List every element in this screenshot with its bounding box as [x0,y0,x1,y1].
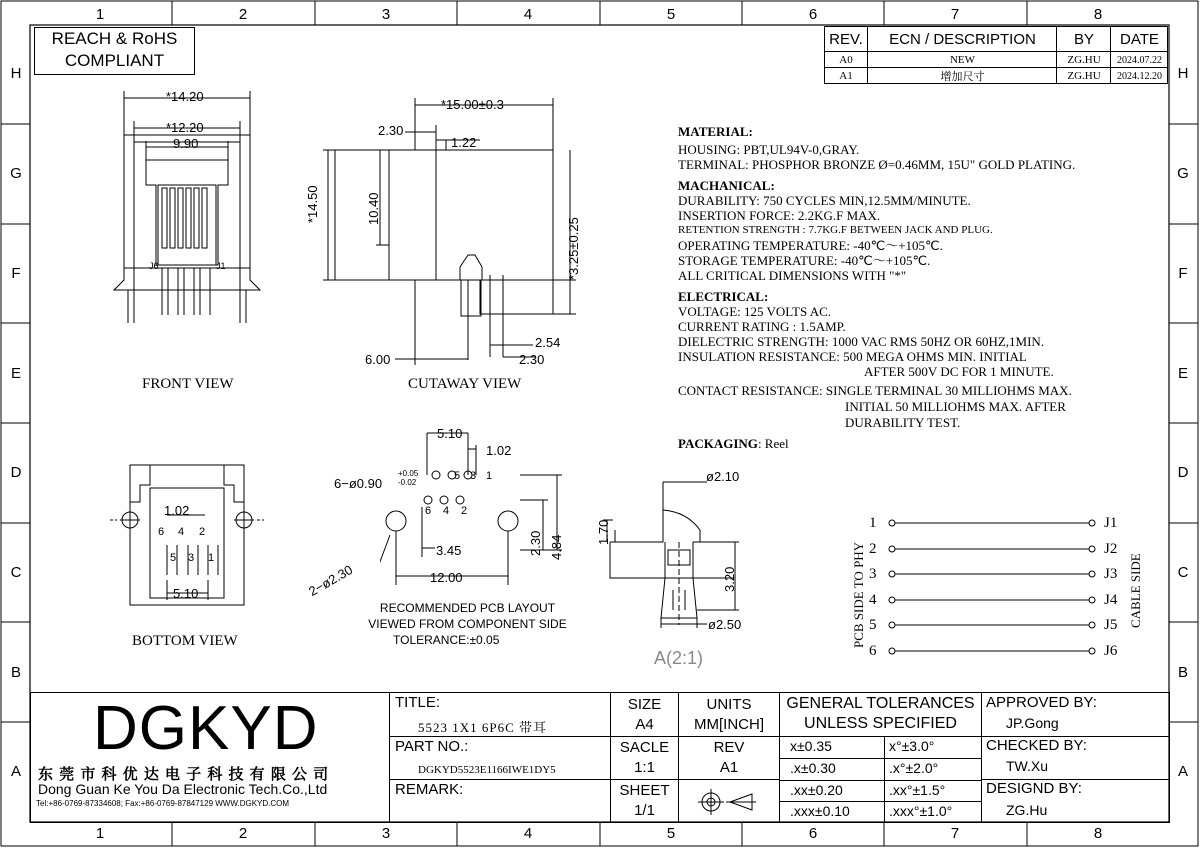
size-value: A4 [635,715,654,733]
zone-row-c-right: C [1177,564,1189,581]
bot-dim-102: 1.02 [164,503,190,518]
wire-right-j4: J4 [1104,592,1118,608]
rev-row-2-desc: 增加尺寸 [940,71,985,83]
electrical-line-7: INITIAL 50 MILLIOHMS MAX. AFTER [845,399,1066,414]
zone-row-g-right: G [1177,165,1189,182]
bot-pin-1: 1 [208,552,215,564]
part-no-value: DGKYD5523E1166IWE1DY5 [418,764,556,776]
zone-row-d-right: D [1177,464,1189,481]
pcb-pin-5: 5 [454,470,461,482]
zone-col-5-bottom: 5 [666,825,676,842]
date-header: DATE [1120,30,1159,48]
rev-row-1-rev: A0 [839,54,853,66]
size-label: SIZE [627,695,662,713]
electrical-heading: ELECTRICAL: [678,289,769,304]
scale-label: SACLE [619,738,670,756]
company-name-cn: 东 莞 市 科 优 达 电 子 科 技 有 限 公 司 [38,766,330,783]
zone-row-e-right: E [1177,365,1188,382]
front-dim-1420: *14.20 [166,89,204,104]
zone-col-1-bottom: 1 [95,825,105,842]
electrical-line-1: VOLTAGE: 125 VOLTS AC. [678,304,832,319]
tol-angle-4: .xxx°±1.0° [889,803,953,819]
zone-col-4-bottom: 4 [523,825,533,842]
zone-row-e: E [10,365,21,382]
wire-right-j1: J1 [1104,515,1118,531]
units-value: MM[INCH] [694,715,764,733]
cut-dim-230b: 2.30 [519,352,545,367]
tol-angle-3: .xx°±1.5° [889,782,946,798]
material-line-2: TERMINAL: PHOSPHOR BRONZE Ø=0.46MM, 15U" GOLD PLATING. [678,157,1076,172]
zone-col-3: 3 [381,6,391,23]
rev-row-2-by: ZG.HU [1067,70,1101,82]
packaging-heading: PACKAGING [678,436,758,451]
pcb-dim-holes: 6−ø0.90 [334,476,383,491]
rev-row-1-by: ZG.HU [1067,54,1101,66]
mechanical-line-2: INSERTION FORCE: 2.2KG.F MAX. [678,208,881,223]
zone-col-8: 8 [1093,6,1103,23]
pcb-note-line-1: RECOMMENDED PCB LAYOUT [379,601,556,615]
detail-a-label: A(2:1) [654,648,704,668]
zone-col-2: 2 [238,6,248,23]
wire-left-2: 2 [869,541,877,557]
wiring-diagram [880,512,1100,657]
sheet-label: SHEET [619,781,670,799]
zone-row-h-right: H [1177,65,1189,82]
cut-dim-254: 2.54 [535,335,561,350]
mechanical-line-3: RETENTION STRENGTH : 7.7KG.F BETWEEN JACK AND PLUG. [678,224,993,236]
front-dim-1220: *12.20 [166,120,204,135]
zone-row-a: A [10,763,21,780]
approved-value: JP.Gong [1006,715,1059,731]
title-label: TITLE: [395,694,441,711]
pcb-dim-1200: 12.00 [430,570,463,585]
detail-a-drawing [595,470,755,635]
approved-label: APPROVED BY: [986,694,1097,711]
pcb-dim-484: 4.84 [549,534,564,560]
bottom-view-label: BOTTOM VIEW [132,633,238,649]
zone-row-d: D [10,464,22,481]
rev-row-1-desc: NEW [949,54,976,66]
compliance-line-2: COMPLIANT [64,51,165,70]
rev-value: A1 [719,758,739,776]
cut-dim-325: *3.25±0.25 [566,217,581,280]
electrical-line-8: DURABILITY TEST. [845,415,961,430]
zone-col-7-bottom: 7 [950,825,960,842]
title-value: 5523 1X1 6P6C 带耳 [418,720,548,735]
pcb-pin-1: 1 [486,470,493,482]
mechanical-line-4: OPERATING TEMPERATURE: -40℃～+105℃. [678,238,943,253]
pcb-pin-2: 2 [461,505,468,517]
bot-pin-2: 2 [199,526,206,538]
tol-angle-2: .x°±2.0° [889,760,939,776]
pcb-pin-3: 3 [470,470,477,482]
zone-row-b: B [10,664,21,681]
tol-angle-1: x°±3.0° [889,738,935,754]
pcb-layout-note [350,600,585,648]
zone-col-1: 1 [95,6,105,23]
wire-right-j2: J2 [1104,541,1118,557]
pcb-dim-230: 2.30 [528,530,543,556]
det-dim-170: 1.70 [596,519,611,545]
by-header: BY [1073,30,1094,48]
mechanical-line-1: DURABILITY: 750 CYCLES MIN,12.5MM/MINUTE. [678,193,971,208]
electrical-line-6: CONTACT RESISTANCE: SINGLE TERMINAL 30 MILLIOHMS MAX. [678,383,1072,398]
mechanical-heading: MACHANICAL: [678,178,775,193]
rev-row-2-date: 2024.12.20 [1117,70,1162,82]
tol-linear-3: .xx±0.20 [790,782,843,798]
wire-caption-cable: CABLE SIDE [1128,553,1143,628]
wire-right-j3: J3 [1104,566,1118,582]
zone-row-b-right: B [1177,664,1188,681]
zone-col-7: 7 [950,6,960,23]
zone-col-3-bottom: 3 [381,825,391,842]
wire-left-4: 4 [869,592,877,608]
scale-value: 1:1 [634,758,655,776]
bot-pin-4: 4 [178,526,185,538]
designed-label: DESIGND BY: [986,780,1082,797]
pcb-dim-510: 5.10 [437,426,463,441]
pcb-note-line-3: TOLERANCE:±0.05 [393,633,500,647]
remark-label: REMARK: [395,781,464,798]
det-dim-210: ø2.10 [706,469,740,484]
company-name-en: Dong Guan Ke You Da Electronic Tech.Co.,Ltd [38,781,328,797]
revision-table [824,26,1168,84]
tol-linear-2: .x±0.30 [790,760,836,776]
tolerance-heading-1: GENERAL TOLERANCES [786,695,975,712]
zone-row-a-right: A [1177,763,1188,780]
zone-col-4: 4 [523,6,533,23]
wire-caption-pcb: PCB SIDE TO PHY [851,541,866,648]
pcb-dim-mount: 2−ø2.30 [306,561,356,599]
material-line-1: HOUSING: PBT,UL94V-0,GRAY. [678,142,860,157]
pcb-dim-hole-tol-minus: -0.02 [398,478,417,487]
zone-col-8-bottom: 8 [1093,825,1103,842]
zone-col-6: 6 [808,6,818,23]
cut-dim-230: 2.30 [378,123,404,138]
tolerance-heading-2: UNLESS SPECIFIED [804,715,957,732]
zone-col-2-bottom: 2 [238,825,248,842]
bot-pin-6: 6 [158,526,165,538]
cut-dim-600: 6.00 [365,352,391,367]
cut-dim-length: *15.00±0.3 [441,97,504,112]
zone-col-6-bottom: 6 [808,825,818,842]
cutaway-view-label: CUTAWAY VIEW [408,376,522,392]
det-dim-250: ø2.50 [708,617,742,632]
front-dim-990: 9.90 [173,136,199,151]
front-label-j1: J1 [216,261,226,271]
electrical-line-2: CURRENT RATING : 1.5AMP. [678,319,846,334]
cut-dim-1040: 10.40 [366,192,381,225]
rev-row-1-date: 2024.07.22 [1117,54,1162,66]
tol-linear-1: x±0.35 [790,738,832,754]
designed-value: ZG.Hu [1006,802,1048,818]
front-view-label: FRONT VIEW [142,376,234,392]
electrical-line-4: INSULATION RESISTANCE: 500 MEGA OHMS MIN. INITIAL [678,349,1027,364]
rev-label: REV [713,738,745,756]
zone-row-f: F [11,265,21,282]
zone-row-f-right: F [1178,265,1188,282]
checked-value: TW.Xu [1006,758,1049,774]
det-dim-320: 3.20 [722,566,737,592]
pcb-pin-6: 6 [425,505,432,517]
part-no-label: PART NO.: [395,738,469,755]
rev-header: REV. [829,30,863,48]
projection-symbol [698,789,756,815]
company-logo: DGKYD [93,694,319,763]
pcb-layout-drawing [380,425,570,595]
bot-dim-510: 5.10 [173,586,199,601]
tol-linear-4: .xxx±0.10 [790,803,850,819]
zone-row-g: G [10,165,22,182]
zone-row-h: H [10,65,22,82]
zone-row-c: C [10,564,22,581]
pcb-dim-345: 3.45 [436,543,462,558]
cut-dim-122: 1.22 [451,135,477,150]
pcb-note-line-2: VIEWED FROM COMPONENT SIDE [368,617,567,631]
sheet-value: 1/1 [634,801,655,819]
pcb-pin-4: 4 [443,505,450,517]
ecn-header: ECN / DESCRIPTION [889,30,1036,48]
packaging-value: : Reel [757,436,789,451]
pcb-dim-102: 1.02 [486,443,512,458]
wire-left-5: 5 [869,617,877,633]
specs-block [678,124,1075,451]
bot-pin-5: 5 [170,552,177,564]
compliance-line-1: REACH & RoHS [51,29,178,48]
zone-col-5: 5 [666,6,676,23]
mechanical-line-6: ALL CRITICAL DIMENSIONS WITH "*" [678,268,907,283]
wire-right-j6: J6 [1104,643,1118,659]
wire-right-j5: J5 [1104,617,1118,633]
electrical-line-3: DIELECTRIC STRENGTH: 1000 VAC RMS 50HZ OR 60HZ,1MIN. [678,334,1045,349]
company-contact: Tel:+86-0769-87334608; Fax:+86-0769-87847129 WWW.DGKYD.COM [36,799,290,808]
compliance-box [34,27,195,75]
mechanical-line-5: STORAGE TEMPERATURE: -40℃～+105℃. [678,253,931,268]
units-label: UNITS [706,695,752,713]
checked-label: CHECKED BY: [986,737,1087,754]
front-label-j6: J6 [149,261,159,271]
wire-left-1: 1 [869,515,877,531]
wire-left-6: 6 [869,643,877,659]
bot-pin-3: 3 [188,552,195,564]
electrical-line-5: AFTER 500V DC FOR 1 MINUTE. [864,364,1054,379]
material-heading: MATERIAL: [678,124,753,139]
cut-dim-1450: *14.50 [305,185,320,223]
pcb-dim-hole-tol-plus: +0.05 [398,469,419,478]
rev-row-2-rev: A1 [839,70,853,82]
wire-left-3: 3 [869,566,877,582]
